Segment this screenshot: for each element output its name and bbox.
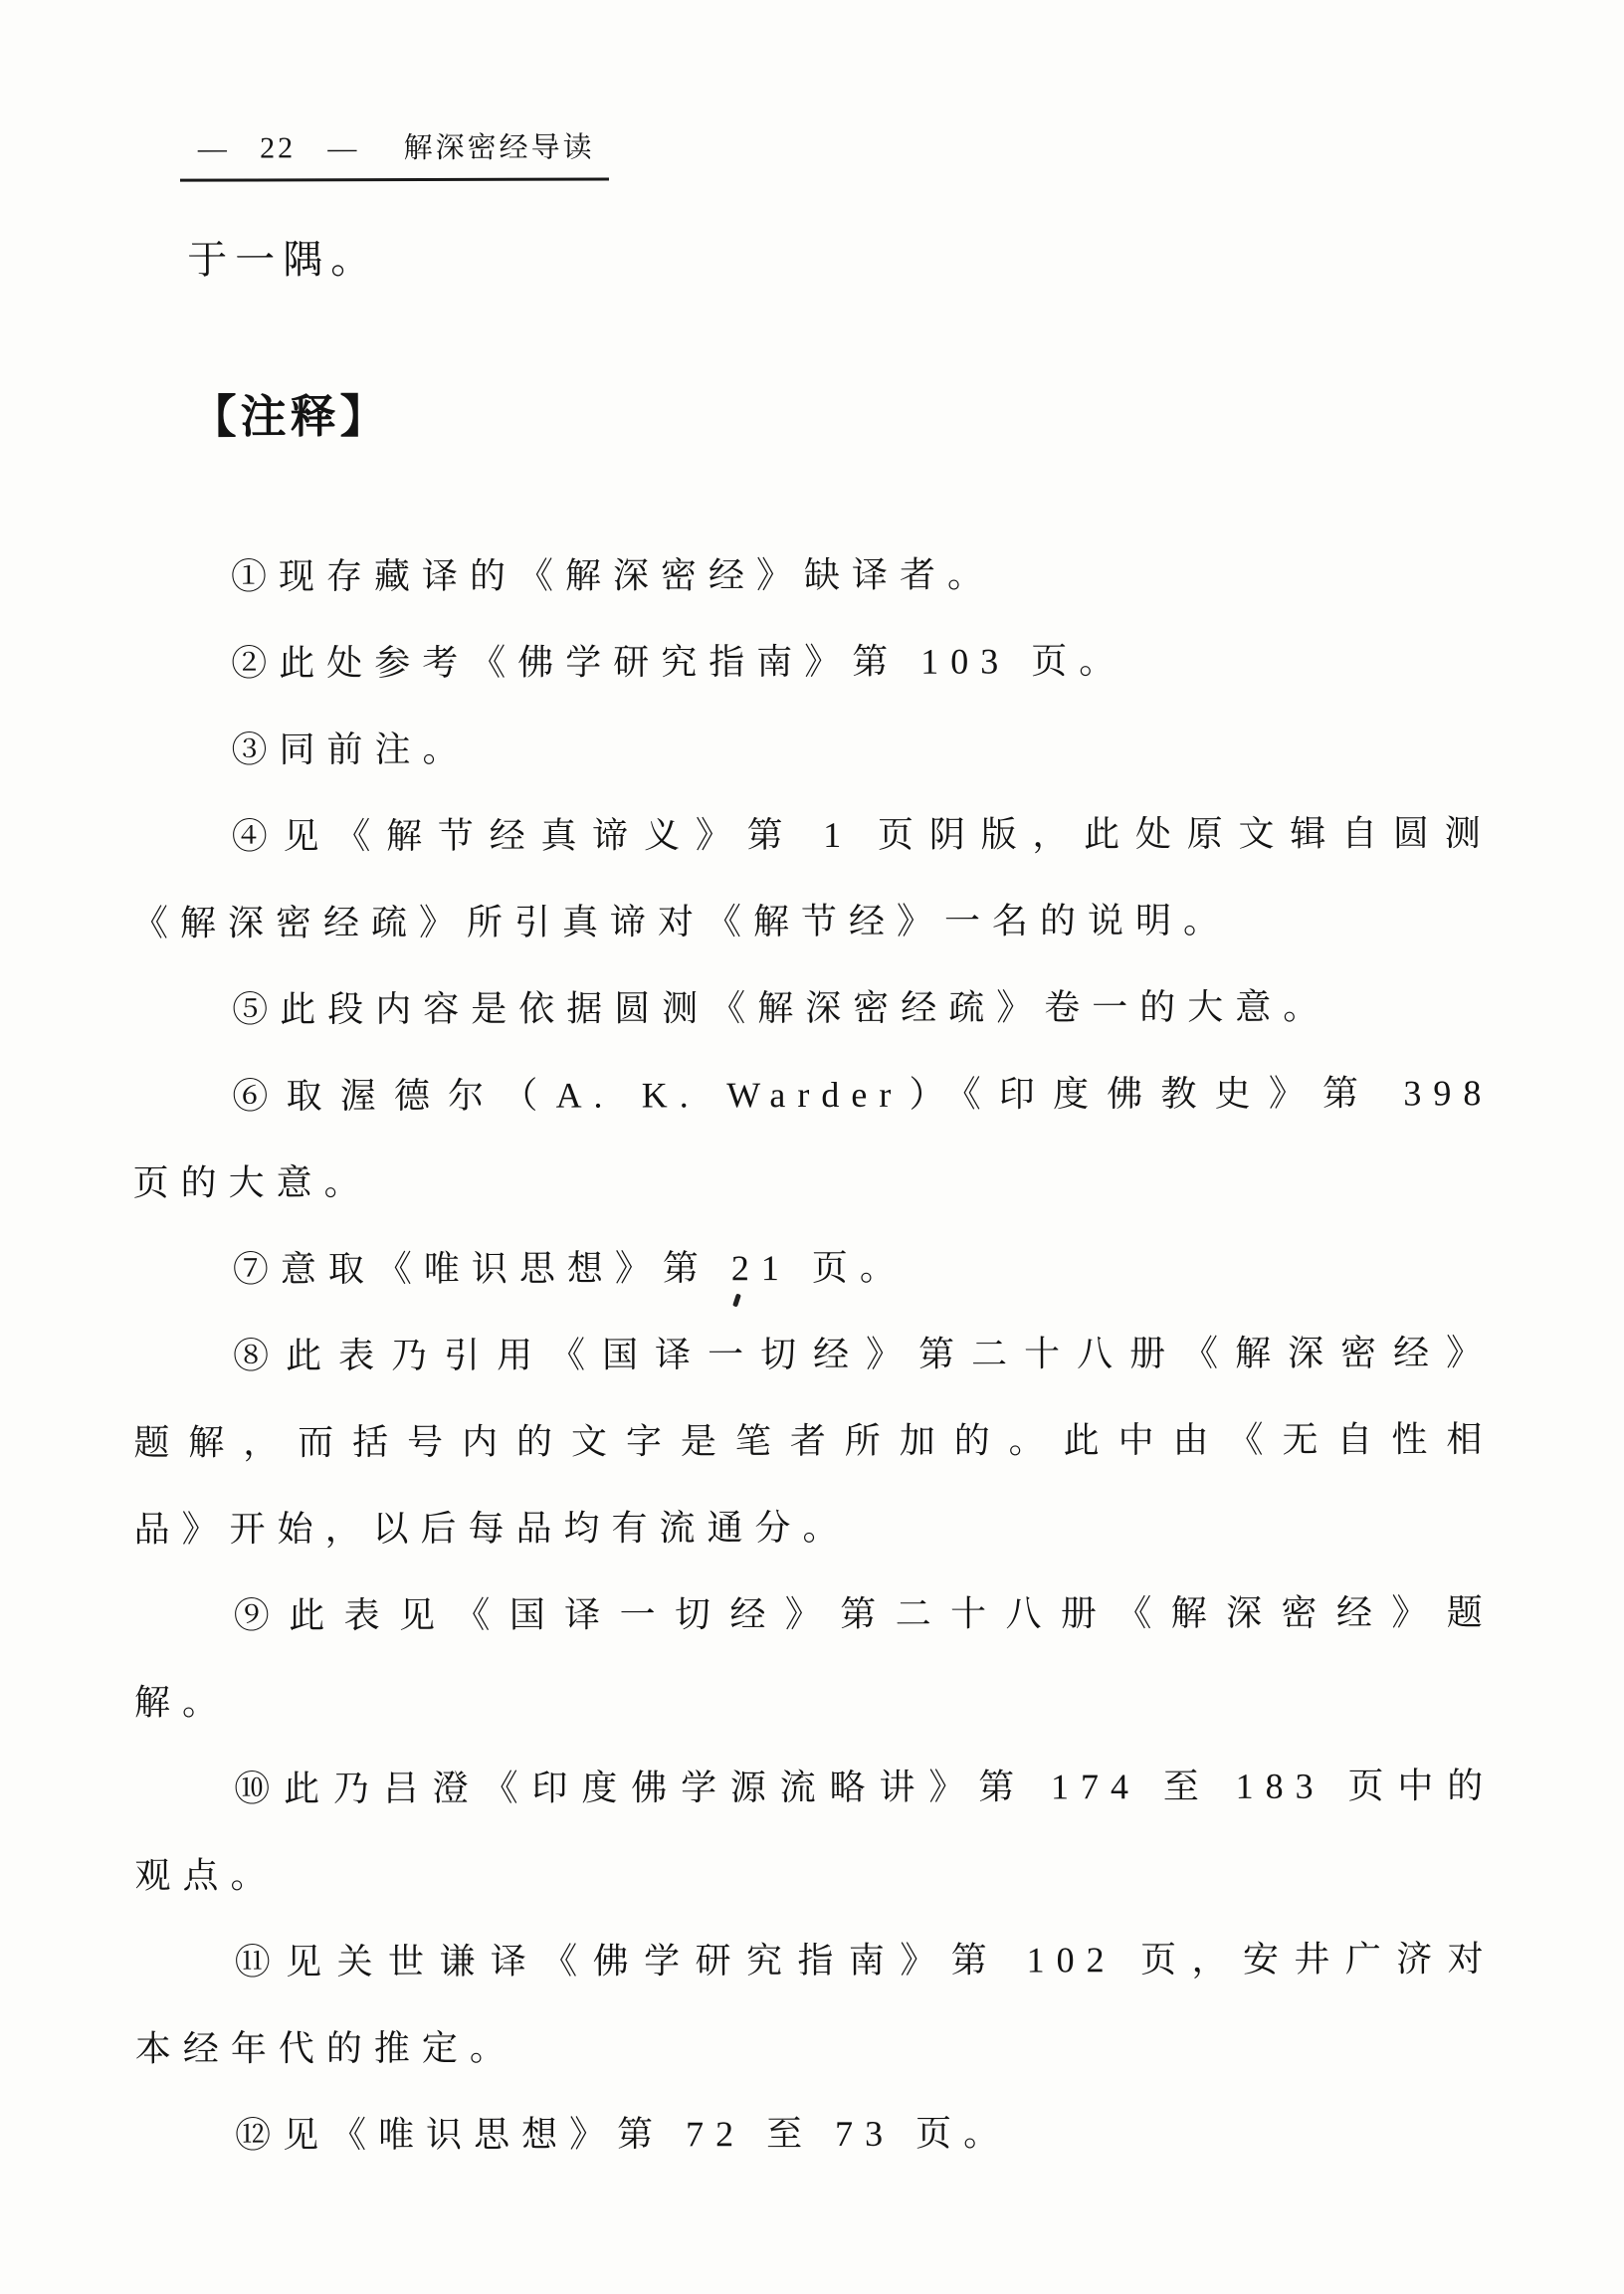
note-5 <box>132 963 1493 1054</box>
note-line: 题解，而括号内的文字是笔者所加的。此中由《无自性相 <box>133 1419 1495 1463</box>
book-title: 解深密经导读 <box>403 131 595 165</box>
note-line: ⑨此表见《国译一切经》第二十八册《解深密经》题 <box>233 1592 1495 1636</box>
note-line: ①现存藏译的《解深密经》缺译者。 <box>230 554 996 597</box>
note-line: 品》开始，以后每品均有流通分。 <box>133 1507 851 1550</box>
note-line: 解。 <box>133 1682 231 1723</box>
page-content <box>130 123 1496 2180</box>
notes-list <box>131 530 1496 2180</box>
note-9 <box>134 1569 1495 1747</box>
note-line: ⑤此段内容是依据圆测《解深密经疏》卷一的大意。 <box>232 986 1331 1030</box>
note-8 <box>133 1310 1495 1573</box>
note-line: ⑫见《唯识思想》第 72 至 73 页。 <box>235 2113 1012 2156</box>
note-1 <box>131 530 1492 621</box>
note-line: ⑥取渥德尔（A. K. Warder）《印度佛教史》第 398 <box>232 1073 1494 1117</box>
note-line: 本经年代的推定。 <box>134 2027 517 2069</box>
note-7 <box>133 1223 1494 1314</box>
note-line: 页的大意。 <box>132 1162 372 1203</box>
note-4 <box>132 790 1493 967</box>
opening-paragraph-end: 于一隅。 <box>187 237 379 283</box>
note-11 <box>135 1916 1496 2093</box>
note-line: ⑩此乃吕澄《印度佛学源流略讲》第 174 至 183 页中的 <box>234 1766 1496 1809</box>
note-6 <box>132 1050 1493 1227</box>
note-line: ②此处参考《佛学研究指南》第 103 页。 <box>231 641 1127 684</box>
note-line: ⑪见关世谦译《佛学研究指南》第 102 页，安井广济对 <box>234 1939 1496 1982</box>
page-header <box>180 126 609 182</box>
note-line: ⑧此表乃引用《国译一切经》第二十八册《解深密经》 <box>233 1333 1495 1376</box>
note-line: 《解深密经疏》所引真谛对《解节经》一名的说明。 <box>131 900 1232 943</box>
note-line: 观点。 <box>134 1855 279 1896</box>
note-line: ③同前注。 <box>231 729 471 770</box>
page-number: 22 <box>260 131 297 165</box>
header-left-dash: — <box>197 132 228 165</box>
note-line: ④见《解节经真谛义》第 1 页阴版，此处原文辑自圆测 <box>231 813 1493 857</box>
note-10 <box>134 1743 1495 1920</box>
header-right-dash: — <box>327 132 358 165</box>
section-heading: 【注释】 <box>190 391 390 443</box>
note-3 <box>131 704 1492 794</box>
note-line: ⑦意取《唯识思想》第 21 页。 <box>232 1247 908 1290</box>
note-12 <box>135 2089 1496 2180</box>
note-2 <box>131 617 1492 708</box>
